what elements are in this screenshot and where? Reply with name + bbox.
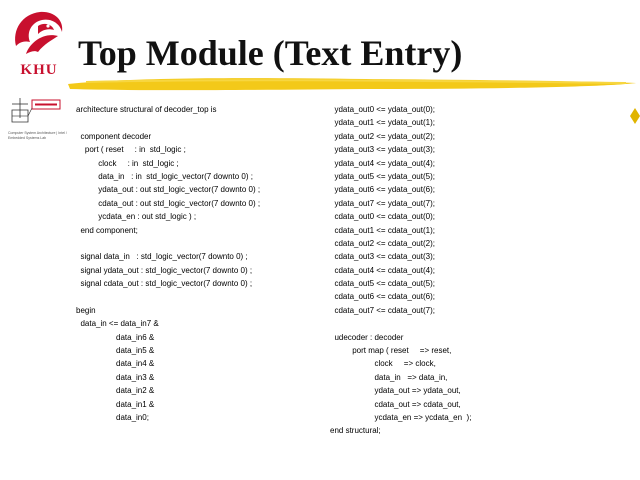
code-line: component decoder bbox=[76, 131, 152, 141]
code-line: ydata_out4 <= ydata_out(4); bbox=[330, 158, 435, 168]
code-line: ydata_out5 <= ydata_out(5); bbox=[330, 171, 435, 181]
lab-logo-icon bbox=[8, 96, 70, 152]
code-line: data_in => data_in, bbox=[330, 372, 448, 382]
code-line bbox=[76, 116, 326, 129]
code-line: ycdata_en => ycdata_en ); bbox=[330, 412, 472, 422]
code-line: end structural; bbox=[330, 426, 381, 436]
logo-emblem-icon bbox=[8, 6, 70, 66]
bullet-marker-icon bbox=[630, 108, 640, 138]
code-line: cdata_out1 <= cdata_out(1); bbox=[330, 225, 435, 235]
lab-logo-caption: Computer System Architecture | Intel / Embedded Systems Lab bbox=[8, 131, 67, 140]
code-line: data_in : in std_logic_vector(7 downto 0) ; bbox=[76, 171, 253, 181]
code-line: ydata_out7 <= ydata_out(7); bbox=[330, 198, 435, 208]
code-line: clock : in std_logic ; bbox=[76, 158, 179, 168]
code-line: begin bbox=[76, 305, 96, 315]
code-line: cdata_out7 <= cdata_out(7); bbox=[330, 305, 435, 315]
slide-title: Top Module (Text Entry) bbox=[78, 33, 463, 73]
code-line: cdata_out3 <= cdata_out(3); bbox=[330, 252, 435, 262]
code-line: ydata_out => ydata_out, bbox=[330, 386, 461, 396]
code-line: signal cdata_out : std_logic_vector(7 downto 0) ; bbox=[76, 279, 253, 289]
code-line: data_in0; bbox=[76, 412, 149, 422]
code-line: cdata_out6 <= cdata_out(6); bbox=[330, 292, 435, 302]
code-line bbox=[76, 290, 326, 303]
code-line: port map ( reset => reset, bbox=[330, 346, 452, 356]
code-line: clock => clock, bbox=[330, 359, 436, 369]
code-line: ydata_out2 <= ydata_out(2); bbox=[330, 131, 435, 141]
code-line bbox=[76, 237, 326, 250]
code-line: data_in3 & bbox=[76, 372, 155, 382]
code-line: ycdata_en : out std_logic ) ; bbox=[76, 212, 197, 222]
code-line: port ( reset : in std_logic ; bbox=[76, 145, 186, 155]
code-line: data_in <= data_in7 & bbox=[76, 319, 159, 329]
title-underline-brush bbox=[66, 72, 638, 96]
code-line bbox=[330, 317, 630, 330]
code-line: ydata_out1 <= ydata_out(1); bbox=[330, 118, 435, 128]
code-line: data_in6 & bbox=[76, 332, 155, 342]
code-line: cdata_out => cdata_out, bbox=[330, 399, 461, 409]
code-line: cdata_out4 <= cdata_out(4); bbox=[330, 265, 435, 275]
code-block-left bbox=[76, 103, 326, 424]
code-block-right bbox=[330, 103, 630, 438]
code-line: ydata_out : out std_logic_vector(7 downto 0) ; bbox=[76, 185, 261, 195]
logo-text: KHU bbox=[20, 62, 58, 78]
code-line: ydata_out0 <= ydata_out(0); bbox=[330, 105, 435, 114]
code-line: signal ydata_out : std_logic_vector(7 downto 0) ; bbox=[76, 265, 253, 275]
code-line: signal data_in : std_logic_vector(7 downto 0) ; bbox=[76, 252, 248, 262]
code-line: architecture structural of decoder_top is bbox=[76, 105, 217, 114]
code-line: data_in5 & bbox=[76, 346, 155, 356]
code-line: data_in4 & bbox=[76, 359, 155, 369]
university-logo bbox=[8, 6, 70, 82]
code-line: end component; bbox=[76, 225, 138, 235]
code-line: cdata_out2 <= cdata_out(2); bbox=[330, 238, 435, 248]
code-line: cdata_out : out std_logic_vector(7 downto 0) ; bbox=[76, 198, 261, 208]
code-line: data_in1 & bbox=[76, 399, 155, 409]
code-line: cdata_out0 <= cdata_out(0); bbox=[330, 212, 435, 222]
code-line: data_in2 & bbox=[76, 386, 155, 396]
code-line: ydata_out6 <= ydata_out(6); bbox=[330, 185, 435, 195]
code-line: cdata_out5 <= cdata_out(5); bbox=[330, 279, 435, 289]
code-line: ydata_out3 <= ydata_out(3); bbox=[330, 145, 435, 155]
code-line: udecoder : decoder bbox=[330, 332, 404, 342]
